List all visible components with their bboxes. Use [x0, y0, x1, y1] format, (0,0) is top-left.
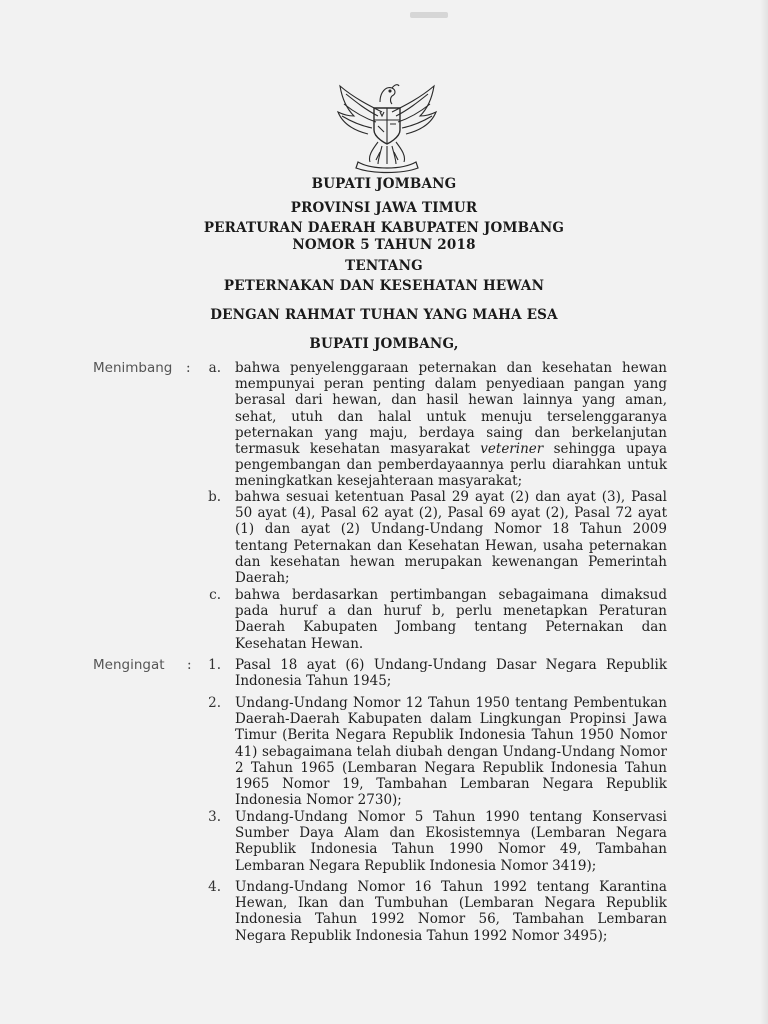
header-province: PROVINSI JAWA TIMUR: [290, 200, 478, 216]
legal-basis-item-3: Undang-Undang Nomor 5 Tahun 1990 tentang Konservasi Sumber Daya Alam dan Ekosistemnya (Lembaran Negara Republik Indonesia Tahun 1990 Nomor 49, Tambahan Lembaran Negara Republik Indonesia Nomor 3419);: [235, 809, 667, 874]
header-invocation: DENGAN RAHMAT TUHAN YANG MAHA ESA: [210, 307, 558, 323]
section-label-menimbang: Menimbang: [93, 360, 173, 376]
legal-basis-item-4: Undang-Undang Nomor 16 Tahun 1992 tentang Karantina Hewan, Ikan dan Tumbuhan (Lembaran Negara Republik Indonesia Tahun 1992 Nomor 56, Tambahan Lembaran Negara Republik Indonesia Tahun 1992 Nomor 3495);: [235, 879, 667, 944]
header-regulation-title: PERATURAN DAERAH KABUPATEN JOMBANG: [203, 220, 565, 236]
section-colon-menimbang: :: [186, 360, 191, 376]
item-marker-b: b.: [208, 489, 221, 505]
header-about: TENTANG: [345, 258, 423, 274]
section-colon-mengingat: :: [187, 657, 192, 673]
item-marker-2: 2.: [208, 695, 221, 711]
header-regent-addressee: BUPATI JOMBANG,: [309, 336, 459, 352]
header-subject: PETERNAKAN DAN KESEHATAN HEWAN: [223, 278, 545, 294]
considering-item-c: bahwa berdasarkan pertimbangan sebagaimana dimaksud pada huruf a dan huruf b, perlu menetapkan Peraturan Daerah Kabupaten Jombang tentang Peternakan dan Kesehatan Hewan.: [235, 587, 667, 652]
considering-item-b: bahwa sesuai ketentuan Pasal 29 ayat (2) dan ayat (3), Pasal 50 ayat (4), Pasal 62 ayat (2), Pasal 69 ayat (2), Pasal 72 ayat (1) dan ayat (2) Undang-Undang Nomor 18 Tahun 2009 tentang Peternakan dan Kesehatan Hewan, usaha peternakan dan kesehatan hewan merupakan kewenangan Pemerintah Daerah;: [235, 489, 667, 587]
header-regent-title: BUPATI JOMBANG: [311, 176, 457, 192]
legal-basis-item-2: Undang-Undang Nomor 12 Tahun 1950 tentang Pembentukan Daerah-Daerah Kabupaten dalam Lingkungan Propinsi Jawa Timur (Berita Negara Republik Indonesia Tahun 1950 Nomor 41) sebagaimana telah diubah dengan Undang-Undang Nomor 2 Tahun 1965 (Lembaran Negara Republik Indonesia Tahun 1965 Nomor 19, Tambahan Lembaran Negara Republik Indonesia Nomor 2730);: [235, 695, 667, 809]
item-marker-c: c.: [209, 587, 221, 603]
garuda-pancasila-emblem-icon: [332, 72, 442, 176]
italic-term: veteriner: [480, 441, 544, 458]
item-marker-1: 1.: [208, 657, 221, 673]
header-regulation-number: NOMOR 5 TAHUN 2018: [292, 237, 476, 253]
legal-basis-item-1: Pasal 18 ayat (6) Undang-Undang Dasar Negara Republik Indonesia Tahun 1945;: [235, 657, 667, 690]
item-marker-a: a.: [208, 360, 221, 376]
considering-item-a: bahwa penyelenggaraan peternakan dan kesehatan hewan mempunyai peran penting dalam penyediaan pangan yang berasal dari hewan, dan hasil hewan lainnya yang aman, sehat, utuh dan halal untuk menuju terselenggaranya peternakan yang maju, berdaya saing dan berkelanjutan termasuk kesehatan masyarakat veteriner sehingga upaya pengembangan dan pemberdayaannya perlu diarahkan untuk meningkatkan kesejahteraan masyarakat;: [235, 360, 668, 490]
item-marker-3: 3.: [208, 809, 221, 825]
item-marker-4: 4.: [208, 879, 221, 895]
section-label-mengingat: Mengingat: [93, 657, 165, 673]
scan-artifact: [410, 12, 448, 18]
page-edge-shadow: [760, 0, 768, 1024]
